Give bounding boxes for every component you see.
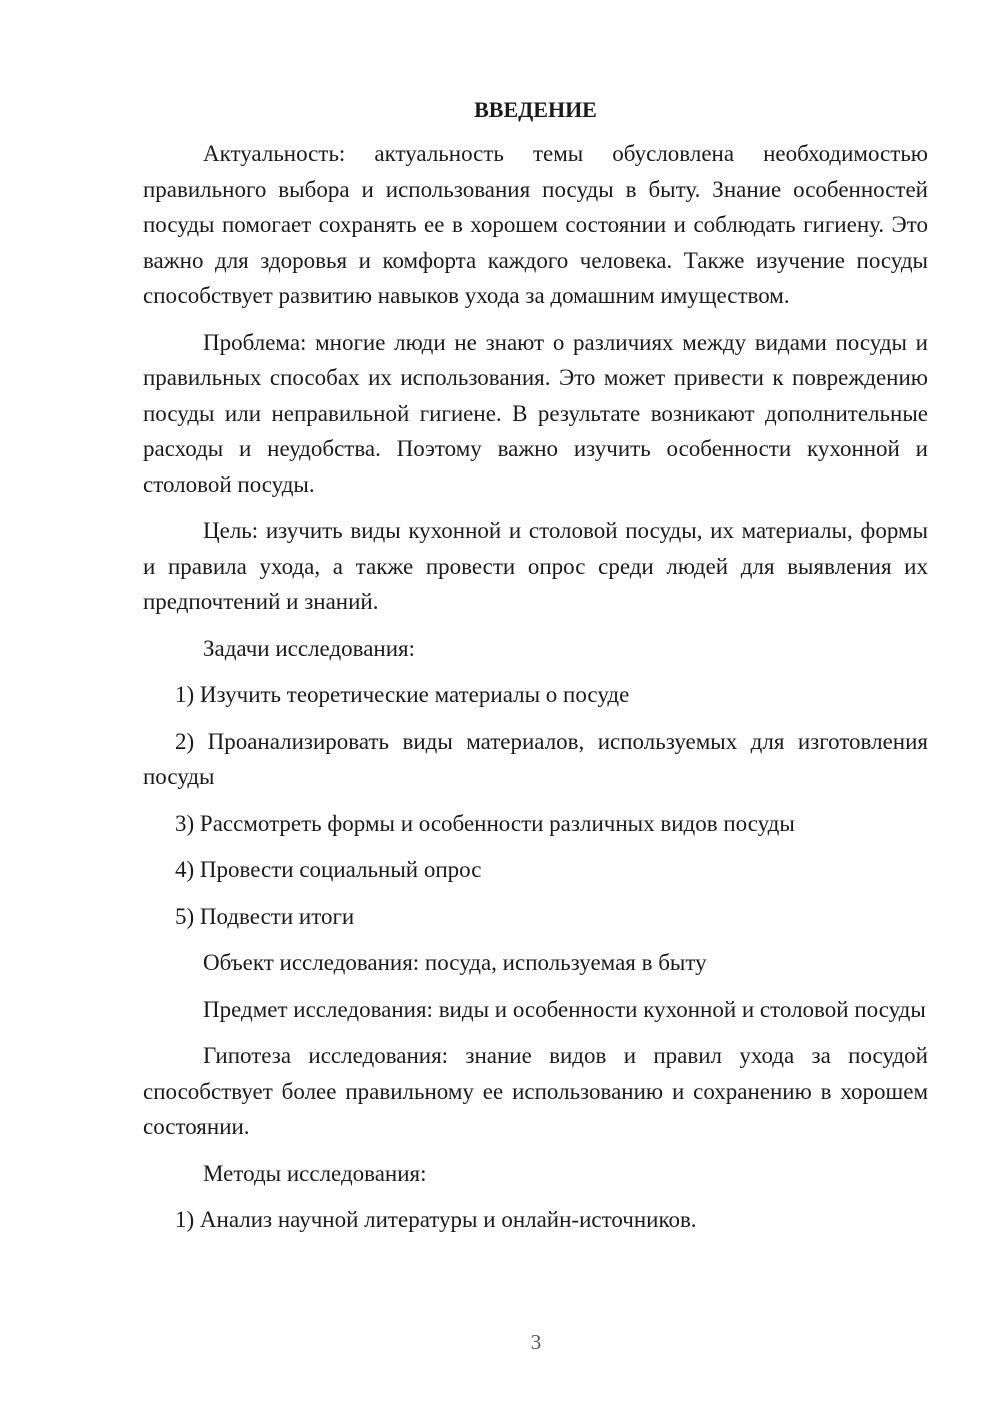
task-item: 1) Изучить теоретические материалы о посуде (175, 682, 630, 707)
problem-paragraph: Проблема: многие люди не знают о различиях между видами посуды и правильных способах их использования. Это может привести к повреждению посуды или неправильной гигиене. В результате возникают дополнительные расходы и неудобства. Поэтому важно изучить особенности кухонной и столовой посуды. (143, 329, 928, 497)
task-item: 4) Провести социальный опрос (175, 857, 482, 882)
page-number: 3 (530, 1330, 542, 1354)
task-item: 5) Подвести итоги (175, 903, 355, 929)
tasks-heading: Задачи исследования: (203, 635, 416, 661)
method-item: 1) Анализ научной литературы и онлайн-источников. (175, 1207, 697, 1232)
subject-paragraph: Предмет исследования: виды и особенности кухонной и столовой посуды (203, 996, 926, 1022)
goal-paragraph: Цель: изучить виды кухонной и столовой посуды, их материалы, формы и правила ухода, а также провести опрос среди людей для выявления их предпочтений и знаний. (143, 518, 928, 614)
relevance-paragraph: Актуальность: актуальность темы обусловлена необходимостью правильного выбора и использования посуды в быту. Знание особенностей посуды помогает сохранять ее в хорошем состоянии и соблюдать гигиену. Это важно для здоровья и комфорта каждого человека. Также изучение посуды способствует развитию навыков ухода за домашним имуществом. (143, 141, 928, 308)
page-content (143, 94, 928, 1249)
methods-heading: Методы исследования: (203, 1160, 427, 1186)
section-heading: ВВЕДЕНИЕ (474, 97, 597, 122)
hypothesis-paragraph: Гипотеза исследования: знание видов и правил ухода за посудой способствует более правильному ее использованию и сохранению в хорошем состоянии. (143, 1043, 928, 1139)
task-item: 2) Проанализировать виды материалов, используемых для изготовления посуды (143, 728, 928, 789)
object-paragraph: Объект исследования: посуда, используемая в быту (203, 950, 707, 975)
task-item: 3) Рассмотреть формы и особенности различных видов посуды (175, 810, 795, 836)
